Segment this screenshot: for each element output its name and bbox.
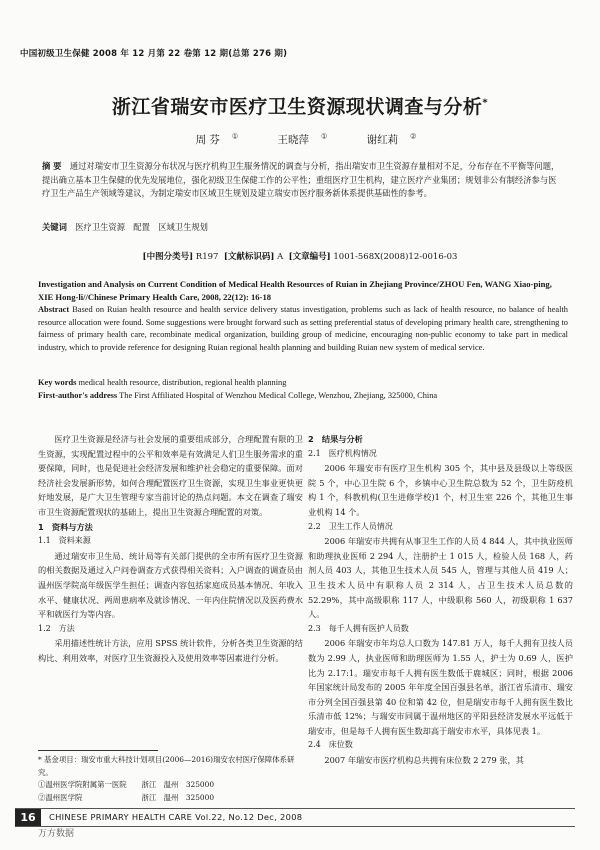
body-paragraph: 2007 年瑞安市医疗机构总共拥有床位数 2 279 张，其	[324, 755, 524, 766]
footnote-affiliation: ②温州医学院 浙江 温州 325000	[38, 792, 215, 802]
body-left-column	[38, 432, 303, 666]
running-header: 中国初级卫生保健 2008 年 12 月第 22 卷第 12 期(总第 276 期)	[20, 49, 288, 59]
classification-line	[0, 250, 600, 262]
abstract-chinese	[42, 160, 562, 201]
article-no-label: [文章编号]	[288, 252, 331, 262]
subsection-heading: 2.4 床位数	[308, 740, 353, 750]
paper-title	[0, 92, 600, 119]
body-right-column	[308, 432, 573, 768]
first-author-address	[38, 391, 568, 400]
address-label: First-author's address	[38, 391, 118, 400]
author-name: 周 芬	[195, 134, 220, 146]
author-affiliation-mark: ②	[410, 132, 417, 141]
abstract-en-label: Abstract	[38, 305, 70, 314]
body-paragraph: 通过瑞安市卫生局、统计局等有关部门提供的全市所有医疗卫生资源的相关数据及通过入户问卷调查方式获得相关资料；入户调查的调查员由温州医学院高年级医学生担任；调查内容包括家庭成员基本情况、年收入水平、健康状况、两周患病率及就诊情况、一年内住院情况以及医药费水平和就医行为等内容。	[38, 550, 303, 620]
title-footnote-mark: *	[482, 97, 489, 109]
body-paragraph: 2006 年瑞安市共拥有从事卫生工作的人员 4 844 人，其中执业医师和助理执业医师 2 294 人，注册护士 1 015 人，检验人员 168 人，药剂人员 403 人，其他卫生技术人员 545 人，管理与其他人员 419 人；卫生技术人员中有职称人员 2 314 人，占卫生技术人员总数的 52.29%，其中高级职称 117 人，中级职称 560 人，初级职称 1 637 人。	[308, 536, 573, 620]
body-paragraph: 2006 年瑞安市有医疗卫生机构 305 个，其中县及县级以上等级医院 5 个，中心卫生院 6 个，乡镇中心卫生院总数为 52 个，卫生防疫机构 1 个，科教机构(卫生进修学校)1 个，村卫生室 226 个，其他卫生事业机构 14 个。	[308, 463, 573, 517]
subsection-heading: 1.2 方法	[38, 623, 75, 633]
author	[184, 134, 239, 146]
clc-value: R197	[195, 252, 219, 262]
subsection-heading: 2.3 每千人拥有医护人员数	[308, 623, 409, 633]
doc-code-value: A	[277, 252, 284, 262]
author	[355, 134, 417, 146]
footnote-affiliation: ①温州医学院附属第一医院 浙江 温州 325000	[38, 780, 215, 789]
keywords-label: 关键词	[42, 222, 67, 232]
subsection-heading: 1.1 资料来源	[38, 536, 91, 546]
abstract-english	[38, 304, 568, 355]
clc-label: [中图分类号]	[142, 252, 194, 262]
watermark-text: 万方数据	[38, 829, 75, 839]
keywords-text: 医疗卫生资源 配置 区域卫生规划	[75, 222, 208, 232]
intro-paragraph: 医疗卫生资源是经济与社会发展的重要组成部分，合理配置有限的卫生资源，实现配置过程中的公平和效率是有效满足人们卫生服务需求的重要保障，同时，也是促进社会经济发展和维护社会稳定的重要保障。面对经济社会发展新形势，如何合理配置医疗卫生资源，实现卫生事业更快更好地发展，是广大卫生管理专家当前讨论的热点问题。本文在调查了瑞安市卫生资源配置现状的基础上，提出卫生资源合理配置的对策。	[38, 434, 303, 517]
section-heading: 2 结果与分析	[308, 434, 363, 444]
keywords-en-text: medical health resource, distribution, regional health planning	[78, 378, 287, 387]
address-text: The First Affiliated Hospital of Wenzhou Medical College, Wenzhou, Zhejiang, 325000, China	[119, 391, 438, 400]
abstract-text: 通过对瑞安市卫生资源分布状况与医疗机构卫生服务情况的调查与分析，指出瑞安市卫生资源存量相对不足，分布存在不平衡等问题，提出确立基本卫生保健的优先发展地位，强化初级卫生保健工作的公平性；重组医疗卫生机构，建立医疗产业集团；规划非公有制经济参与医疗卫生产品生产领域等建议，为制定瑞安市区域卫生规划及建立瑞安市医疗服务新体系提供基础性的参考。	[42, 161, 560, 198]
body-paragraph: 采用描述性统计方法，应用 SPSS 统计软件，分析各类卫生资源的结构比、利用效率，对医疗卫生资源投入及使用效率等因素进行分析。	[38, 638, 303, 663]
article-no-value: 1001-568X(2008)12-0016-03	[333, 252, 458, 262]
footnote-divider	[38, 750, 158, 751]
keywords-chinese	[42, 221, 562, 233]
subsection-heading: 2.2 卫生工作人员情况	[308, 521, 393, 531]
footnote-funding: * 基金项目：瑞安市重大科技计划项目(2006—2016)瑞安农村医疗保障体系研究。	[38, 755, 295, 777]
section-heading: 1 资料与方法	[38, 521, 93, 532]
subsection-heading: 2.1 医疗机构情况	[308, 448, 377, 458]
abstract-label: 摘 要	[42, 161, 62, 171]
body-paragraph: 2006 年瑞安市年均总人口数为 147.81 万人，每千人拥有卫技人员数为 2.99 人，执业医师和助理医师为 1.55 人，护士为 0.69 人，医护比为 2.17:1。瑞安市每千人拥有医生数低于鹿城区；同时，根据 2006 年国家统计局发布的 2005 年年度全国百强县名单，浙江省乐清市、瑞安市分列全国百强县第 40 位和第 42 位，但是瑞安市每千人拥有医生数比乐清市低 12%；与瑞安市同属于温州地区的平阳县经济发展水平远低于瑞安市，但是每千人拥有医生数却高于瑞安市水平，具体见表 1。	[308, 638, 573, 736]
author-list	[0, 132, 600, 147]
page-number: 16	[15, 809, 41, 826]
author-affiliation-mark: ①	[321, 132, 328, 141]
footnotes	[38, 754, 303, 804]
abstract-en-text: Based on Ruian health resource and health service delivery status investigation, problems such as lack of health resource, no balance of health resource allocation were found. Some suggestions were brought forward such as setting preferential status of developing primary health care, strengthening to fairness of primary health care, recombinate medical organization, building group of medicine, encouraging non-public economy to take part in medical industry, which to provide reference for designing Ruian regional health planning and building Ruian new system of medical service.	[38, 305, 568, 353]
author-name: 谢红莉	[366, 134, 399, 146]
keywords-english	[38, 378, 568, 387]
paper-title-text: 浙江省瑞安市医疗卫生资源现状调查与分析	[111, 96, 483, 118]
keywords-en-label: Key words	[38, 378, 77, 387]
doc-code-label: [文献标识码]	[223, 252, 275, 262]
author-name: 王晓萍	[277, 134, 310, 146]
english-title: Investigation and Analysis on Current Condition of Medical Health Resources of Ruian in Zhejiang Province/ZHOU Fen, WANG Xiao-ping, XIE Hong-li//Chinese Primary Health Care, 2008, 22(12): 16-18	[38, 279, 552, 302]
journal-footer-text: CHINESE PRIMARY HEALTH CARE Vol.22, No.12 Dec, 2008	[49, 812, 303, 822]
author-affiliation-mark: ①	[231, 132, 239, 141]
page-footer	[15, 808, 575, 827]
author	[266, 134, 328, 146]
